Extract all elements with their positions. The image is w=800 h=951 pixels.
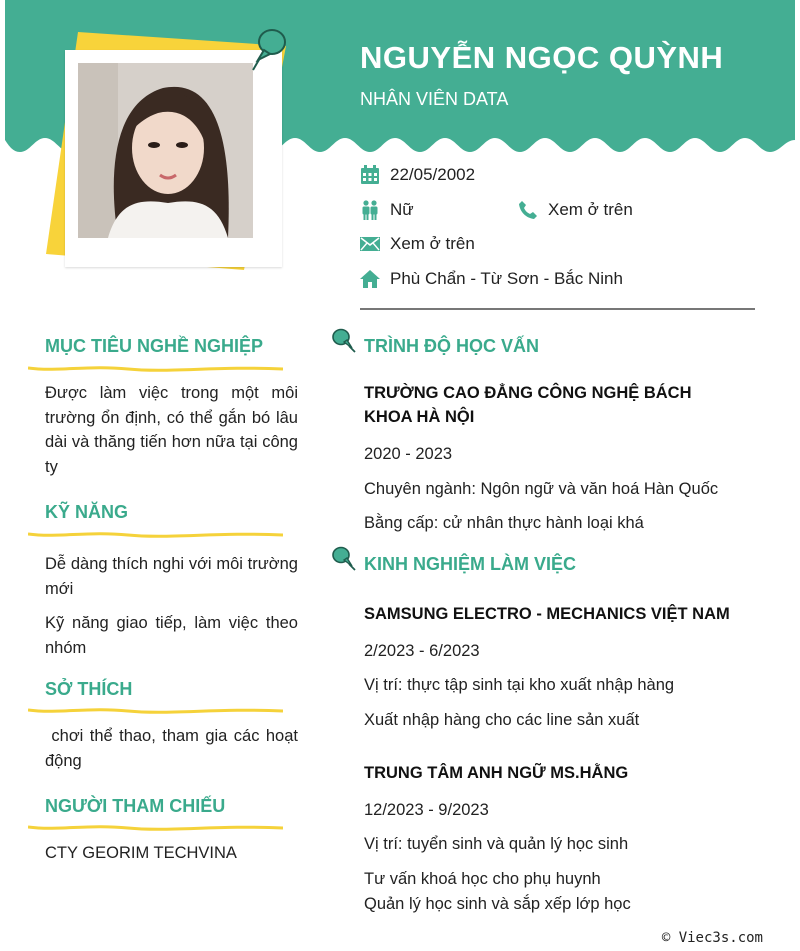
birthday-value: 22/05/2002 (390, 165, 476, 184)
phone-icon (518, 200, 538, 220)
calendar-icon (360, 165, 380, 185)
references-heading: NGƯỜI THAM CHIẾU (45, 796, 226, 816)
wavy-underline (28, 705, 283, 717)
home-icon (360, 269, 380, 289)
skill-item: Dễ dàng thích nghi với môi trường mới (45, 555, 298, 598)
gender-row (360, 200, 414, 220)
wavy-underline (28, 822, 283, 834)
gender-value: Nữ (390, 200, 414, 219)
education-heading: TRÌNH ĐỘ HỌC VẤN (364, 336, 539, 356)
email-value: Xem ở trên (390, 234, 475, 253)
hobbies-heading: SỞ THÍCH (45, 679, 133, 699)
job-company: SAMSUNG ELECTRO - MECHANICS VIỆT NAM (364, 605, 730, 623)
address-row (360, 269, 623, 289)
education-degree: Bằng cấp: cử nhân thực hành loại khá (364, 514, 644, 532)
career-goal-text: Được làm việc trong một môi trường ổn định, có thể gắn bó lâu dài và thăng tiến hơn nữa tại công ty (45, 384, 298, 476)
pin-icon (250, 26, 290, 74)
job-line: Vị trí: tuyển sinh và quản lý học sinh (364, 835, 629, 853)
watermark: © Viec3s.com (661, 930, 763, 946)
experience-heading: KINH NGHIỆM LÀM VIỆC (364, 554, 577, 574)
job-line: Quản lý học sinh và sắp xếp lớp học (364, 895, 631, 913)
job-company: TRUNG TÂM ANH NGỮ MS.HẰNG (364, 764, 629, 782)
job-line: Vị trí: thực tập sinh tại kho xuất nhập hàng (364, 676, 675, 694)
pushpin-icon (330, 546, 356, 572)
school-name: TRƯỜNG CAO ĐẲNG CÔNG NGHỆ BÁCH KHOA HÀ NỘI (364, 384, 692, 426)
wavy-underline (28, 363, 283, 375)
pushpin-icon (330, 328, 356, 354)
job-title: NHÂN VIÊN DATA (360, 89, 509, 109)
avatar (78, 63, 253, 238)
job-line: Xuất nhập hàng cho các line sản xuất (364, 711, 640, 729)
skills-heading: KỸ NĂNG (45, 502, 129, 522)
birthday-row (360, 165, 475, 185)
people-icon (360, 200, 380, 220)
photo-frame (65, 50, 282, 267)
photo-block (40, 28, 290, 273)
education-major: Chuyên ngành: Ngôn ngữ và văn hoá Hàn Quốc (364, 480, 719, 498)
address-value: Phù Chẩn - Từ Sơn - Bắc Ninh (390, 269, 623, 288)
job-period: 2/2023 - 6/2023 (364, 642, 480, 660)
contact-divider (360, 308, 755, 310)
education-period: 2020 - 2023 (364, 445, 453, 463)
skill-item: Kỹ năng giao tiếp, làm việc theo nhóm (45, 614, 298, 657)
hobbies-text: chơi thể thao, tham gia các hoạt động (45, 727, 303, 770)
email-row (360, 234, 475, 254)
envelope-icon (360, 234, 380, 254)
phone-row (518, 200, 633, 220)
job-period: 12/2023 - 9/2023 (364, 801, 489, 819)
phone-value: Xem ở trên (548, 200, 633, 219)
candidate-name: NGUYỄN NGỌC QUỲNH (360, 40, 724, 75)
wavy-underline (28, 529, 283, 541)
job-line: Tư vấn khoá học cho phụ huynh (364, 870, 601, 888)
career-goal-heading: MỤC TIÊU NGHỀ NGHIỆP (45, 336, 264, 356)
references-text: CTY GEORIM TECHVINA (45, 844, 237, 862)
